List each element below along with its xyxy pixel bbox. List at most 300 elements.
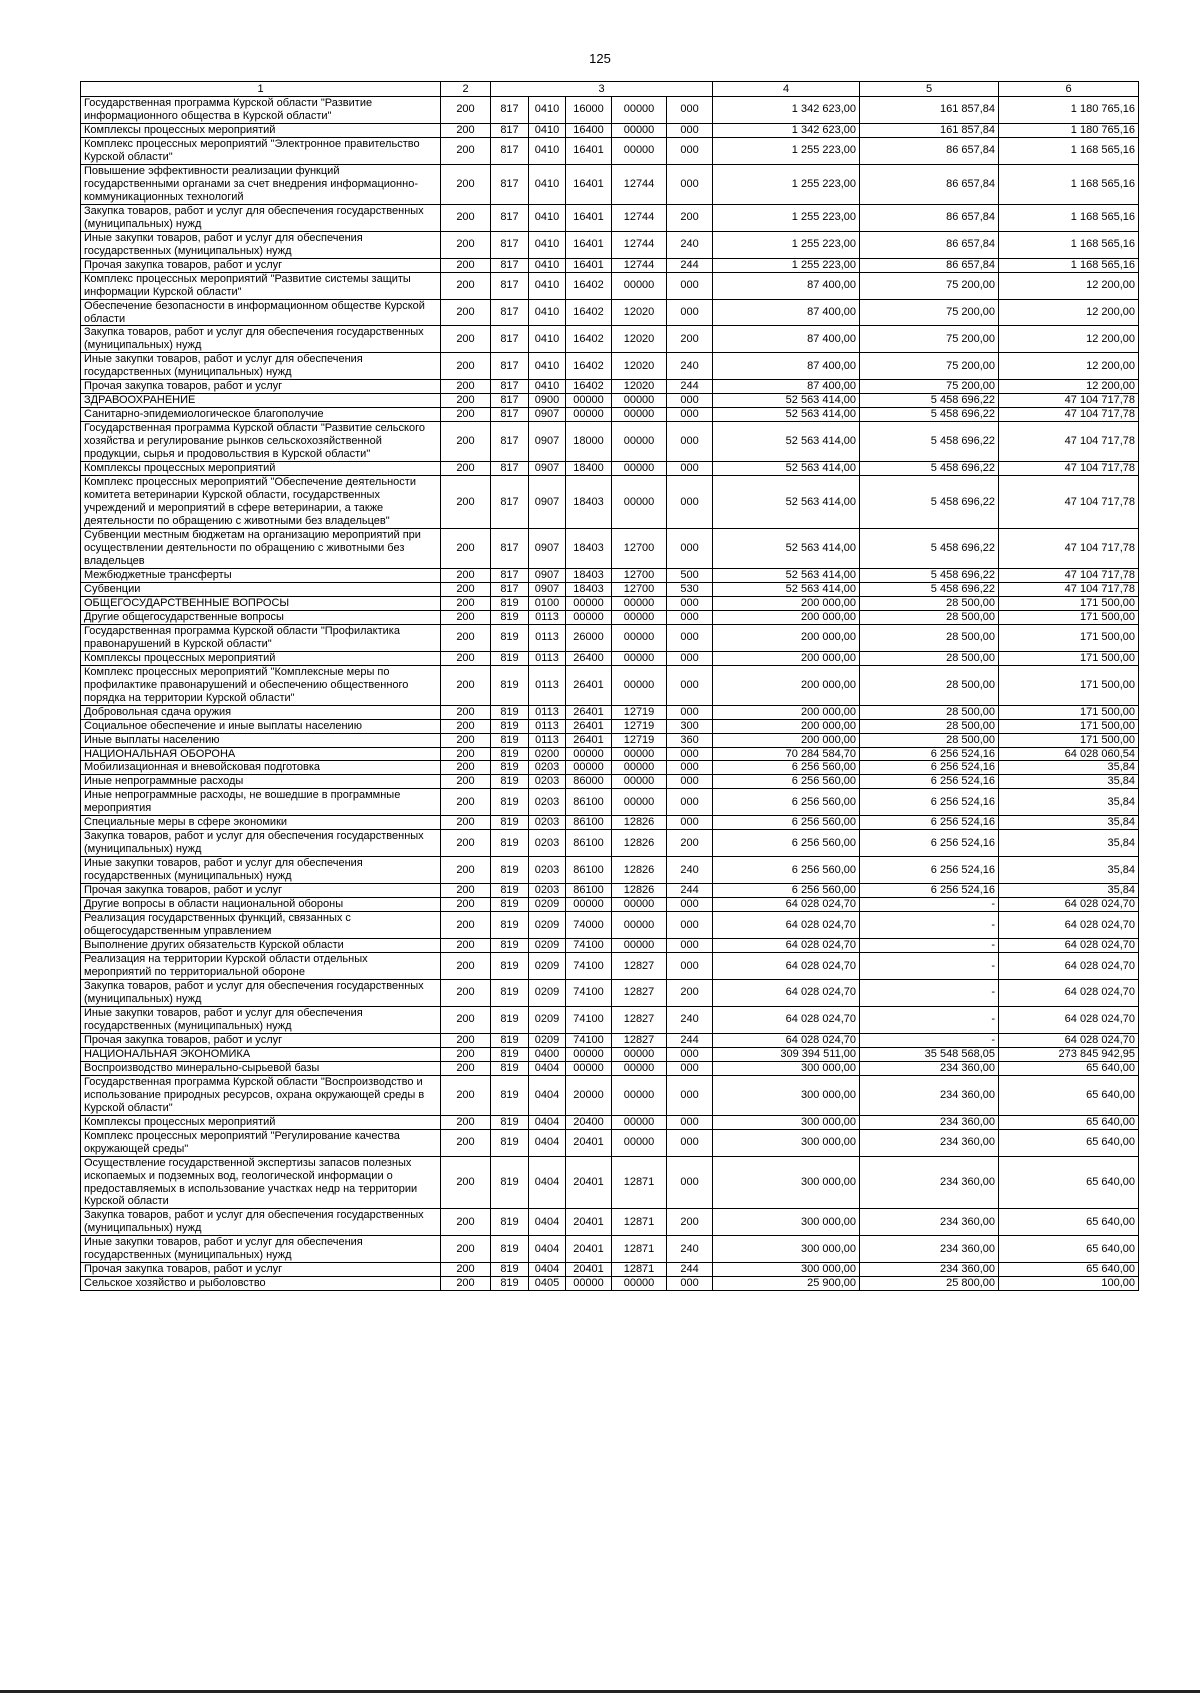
program-code: 20000 xyxy=(566,1075,612,1115)
table-row xyxy=(81,789,1139,816)
table-row xyxy=(81,123,1139,137)
ved-code: 817 xyxy=(491,97,529,124)
table-row xyxy=(81,719,1139,733)
ved-code: 819 xyxy=(491,1236,529,1263)
table-row xyxy=(81,733,1139,747)
section-code: 0410 xyxy=(529,353,566,380)
ved-code: 817 xyxy=(491,258,529,272)
ved-code: 819 xyxy=(491,939,529,953)
approved-amount: 300 000,00 xyxy=(713,1156,860,1209)
ved-code: 817 xyxy=(491,408,529,422)
section-code: 0209 xyxy=(529,912,566,939)
row-name: Комплексы процессных мероприятий xyxy=(81,123,441,137)
approved-amount: 70 284 584,70 xyxy=(713,747,860,761)
section-code: 0203 xyxy=(529,884,566,898)
section-code: 0113 xyxy=(529,610,566,624)
approved-amount: 200 000,00 xyxy=(713,705,860,719)
remaining-amount: 65 640,00 xyxy=(999,1129,1139,1156)
approved-amount: 52 563 414,00 xyxy=(713,408,860,422)
ved-code: 817 xyxy=(491,353,529,380)
grbs-code: 200 xyxy=(441,1236,491,1263)
executed-amount: 28 500,00 xyxy=(860,733,999,747)
expense-type-code: 000 xyxy=(667,299,713,326)
grbs-code: 200 xyxy=(441,898,491,912)
row-name: Комплексы процессных мероприятий xyxy=(81,462,441,476)
row-name: Комплекс процессных мероприятий "Развитие системы защиты информации Курской области" xyxy=(81,272,441,299)
section-code: 0209 xyxy=(529,953,566,980)
program-code: 74100 xyxy=(566,1006,612,1033)
ved-code: 819 xyxy=(491,816,529,830)
table-row xyxy=(81,610,1139,624)
program-code: 00000 xyxy=(566,596,612,610)
ved-code: 819 xyxy=(491,719,529,733)
expense-type-code: 000 xyxy=(667,761,713,775)
remaining-amount: 47 104 717,78 xyxy=(999,422,1139,462)
remaining-amount: 273 845 942,95 xyxy=(999,1047,1139,1061)
direction-code: 00000 xyxy=(612,651,667,665)
row-name: Иные непрограммные расходы, не вошедшие в программные мероприятия xyxy=(81,789,441,816)
approved-amount: 300 000,00 xyxy=(713,1209,860,1236)
grbs-code: 200 xyxy=(441,1129,491,1156)
remaining-amount: 171 500,00 xyxy=(999,610,1139,624)
remaining-amount: 12 200,00 xyxy=(999,353,1139,380)
ved-code: 817 xyxy=(491,582,529,596)
section-code: 0100 xyxy=(529,596,566,610)
direction-code: 12700 xyxy=(612,582,667,596)
program-code: 26401 xyxy=(566,719,612,733)
executed-amount: 28 500,00 xyxy=(860,705,999,719)
expense-type-code: 000 xyxy=(667,529,713,569)
header-col-1: 1 xyxy=(81,82,441,97)
direction-code: 12871 xyxy=(612,1209,667,1236)
section-code: 0405 xyxy=(529,1277,566,1291)
direction-code: 12020 xyxy=(612,353,667,380)
row-name: НАЦИОНАЛЬНАЯ ЭКОНОМИКА xyxy=(81,1047,441,1061)
table-row xyxy=(81,979,1139,1006)
section-code: 0113 xyxy=(529,705,566,719)
direction-code: 12719 xyxy=(612,719,667,733)
direction-code: 00000 xyxy=(612,596,667,610)
approved-amount: 64 028 024,70 xyxy=(713,979,860,1006)
section-code: 0113 xyxy=(529,651,566,665)
grbs-code: 200 xyxy=(441,462,491,476)
row-name: Социальное обеспечение и иные выплаты населению xyxy=(81,719,441,733)
section-code: 0113 xyxy=(529,719,566,733)
grbs-code: 200 xyxy=(441,857,491,884)
remaining-amount: 171 500,00 xyxy=(999,596,1139,610)
ved-code: 819 xyxy=(491,1061,529,1075)
program-code: 16402 xyxy=(566,326,612,353)
program-code: 16402 xyxy=(566,299,612,326)
section-code: 0209 xyxy=(529,979,566,1006)
grbs-code: 200 xyxy=(441,761,491,775)
direction-code: 12827 xyxy=(612,979,667,1006)
executed-amount: 75 200,00 xyxy=(860,299,999,326)
program-code: 18000 xyxy=(566,422,612,462)
section-code: 0203 xyxy=(529,857,566,884)
direction-code: 00000 xyxy=(612,775,667,789)
executed-amount: 75 200,00 xyxy=(860,272,999,299)
table-row xyxy=(81,939,1139,953)
grbs-code: 200 xyxy=(441,1156,491,1209)
row-name: Государственная программа Курской области "Профилактика правонарушений в Курской области" xyxy=(81,624,441,651)
expense-type-code: 000 xyxy=(667,164,713,204)
approved-amount: 300 000,00 xyxy=(713,1236,860,1263)
section-code: 0410 xyxy=(529,272,566,299)
approved-amount: 64 028 024,70 xyxy=(713,1006,860,1033)
table-row xyxy=(81,775,1139,789)
direction-code: 00000 xyxy=(612,408,667,422)
approved-amount: 6 256 560,00 xyxy=(713,830,860,857)
grbs-code: 200 xyxy=(441,299,491,326)
approved-amount: 52 563 414,00 xyxy=(713,582,860,596)
program-code: 00000 xyxy=(566,394,612,408)
ved-code: 819 xyxy=(491,912,529,939)
direction-code: 12826 xyxy=(612,857,667,884)
executed-amount: 234 360,00 xyxy=(860,1075,999,1115)
executed-amount: 5 458 696,22 xyxy=(860,462,999,476)
expense-type-code: 200 xyxy=(667,979,713,1006)
ved-code: 819 xyxy=(491,979,529,1006)
row-name: Прочая закупка товаров, работ и услуг xyxy=(81,1033,441,1047)
expense-type-code: 240 xyxy=(667,231,713,258)
row-name: Государственная программа Курской области "Воспроизводство и использование природных ресурсов, охрана окружающей среды в Курской области" xyxy=(81,1075,441,1115)
row-name: Санитарно-эпидемиологическое благополучие xyxy=(81,408,441,422)
program-code: 20401 xyxy=(566,1263,612,1277)
approved-amount: 1 255 223,00 xyxy=(713,204,860,231)
direction-code: 00000 xyxy=(612,137,667,164)
direction-code: 00000 xyxy=(612,476,667,529)
remaining-amount: 1 168 565,16 xyxy=(999,164,1139,204)
direction-code: 12827 xyxy=(612,953,667,980)
table-row xyxy=(81,1047,1139,1061)
ved-code: 819 xyxy=(491,789,529,816)
table-row xyxy=(81,137,1139,164)
expense-type-code: 000 xyxy=(667,816,713,830)
executed-amount: - xyxy=(860,939,999,953)
table-row xyxy=(81,582,1139,596)
ved-code: 817 xyxy=(491,476,529,529)
table-row xyxy=(81,462,1139,476)
row-name: Комплекс процессных мероприятий "Обеспечение деятельности комитета ветеринарии Курской области, государственных учреждений и мероприятий в сфере ветеринарии, а также деятельности по обращению с животными без владельцев" xyxy=(81,476,441,529)
direction-code: 00000 xyxy=(612,747,667,761)
direction-code: 00000 xyxy=(612,97,667,124)
ved-code: 817 xyxy=(491,164,529,204)
approved-amount: 300 000,00 xyxy=(713,1061,860,1075)
expense-type-code: 244 xyxy=(667,1033,713,1047)
remaining-amount: 35,84 xyxy=(999,830,1139,857)
remaining-amount: 171 500,00 xyxy=(999,624,1139,651)
executed-amount: 234 360,00 xyxy=(860,1263,999,1277)
row-name: Обеспечение безопасности в информационном обществе Курской области xyxy=(81,299,441,326)
table-row xyxy=(81,665,1139,705)
executed-amount: 234 360,00 xyxy=(860,1115,999,1129)
program-code: 16401 xyxy=(566,258,612,272)
approved-amount: 6 256 560,00 xyxy=(713,857,860,884)
approved-amount: 300 000,00 xyxy=(713,1129,860,1156)
direction-code: 00000 xyxy=(612,665,667,705)
header-col-5: 5 xyxy=(860,82,999,97)
expense-type-code: 240 xyxy=(667,857,713,884)
program-code: 18400 xyxy=(566,462,612,476)
direction-code: 00000 xyxy=(612,761,667,775)
expense-type-code: 244 xyxy=(667,380,713,394)
expense-type-code: 000 xyxy=(667,137,713,164)
approved-amount: 52 563 414,00 xyxy=(713,476,860,529)
remaining-amount: 12 200,00 xyxy=(999,272,1139,299)
approved-amount: 300 000,00 xyxy=(713,1263,860,1277)
row-name: Закупка товаров, работ и услуг для обеспечения государственных (муниципальных) нужд xyxy=(81,1209,441,1236)
ved-code: 819 xyxy=(491,884,529,898)
row-name: Субвенции местным бюджетам на организацию мероприятий при осуществлении деятельности по обращению с животными без владельцев xyxy=(81,529,441,569)
remaining-amount: 35,84 xyxy=(999,789,1139,816)
direction-code: 12871 xyxy=(612,1263,667,1277)
ved-code: 819 xyxy=(491,898,529,912)
row-name: Межбюджетные трансферты xyxy=(81,568,441,582)
expense-type-code: 000 xyxy=(667,462,713,476)
grbs-code: 200 xyxy=(441,231,491,258)
executed-amount: - xyxy=(860,912,999,939)
remaining-amount: 47 104 717,78 xyxy=(999,582,1139,596)
remaining-amount: 47 104 717,78 xyxy=(999,476,1139,529)
executed-amount: 6 256 524,16 xyxy=(860,884,999,898)
grbs-code: 200 xyxy=(441,651,491,665)
section-code: 0410 xyxy=(529,258,566,272)
section-code: 0410 xyxy=(529,137,566,164)
expense-type-code: 000 xyxy=(667,912,713,939)
program-code: 18403 xyxy=(566,529,612,569)
remaining-amount: 64 028 024,70 xyxy=(999,1033,1139,1047)
executed-amount: 5 458 696,22 xyxy=(860,394,999,408)
table-row xyxy=(81,299,1139,326)
table-row xyxy=(81,1263,1139,1277)
ved-code: 817 xyxy=(491,380,529,394)
remaining-amount: 171 500,00 xyxy=(999,651,1139,665)
program-code: 20400 xyxy=(566,1115,612,1129)
program-code: 86100 xyxy=(566,857,612,884)
direction-code: 00000 xyxy=(612,1047,667,1061)
ved-code: 819 xyxy=(491,610,529,624)
executed-amount: 161 857,84 xyxy=(860,97,999,124)
row-name: Комплексы процессных мероприятий xyxy=(81,1115,441,1129)
executed-amount: 28 500,00 xyxy=(860,651,999,665)
executed-amount: 6 256 524,16 xyxy=(860,830,999,857)
ved-code: 817 xyxy=(491,299,529,326)
table-row xyxy=(81,529,1139,569)
scan-edge-line xyxy=(0,1690,1200,1693)
row-name: Закупка товаров, работ и услуг для обеспечения государственных (муниципальных) нужд xyxy=(81,204,441,231)
approved-amount: 200 000,00 xyxy=(713,596,860,610)
approved-amount: 200 000,00 xyxy=(713,719,860,733)
ved-code: 819 xyxy=(491,624,529,651)
expense-type-code: 200 xyxy=(667,326,713,353)
program-code: 74100 xyxy=(566,1033,612,1047)
ved-code: 817 xyxy=(491,326,529,353)
program-code: 00000 xyxy=(566,747,612,761)
program-code: 18403 xyxy=(566,568,612,582)
row-name: Мобилизационная и вневойсковая подготовка xyxy=(81,761,441,775)
program-code: 16401 xyxy=(566,137,612,164)
row-name: Закупка товаров, работ и услуг для обеспечения государственных (муниципальных) нужд xyxy=(81,830,441,857)
executed-amount: 234 360,00 xyxy=(860,1156,999,1209)
row-name: Иные закупки товаров, работ и услуг для обеспечения государственных (муниципальных) нужд xyxy=(81,1006,441,1033)
remaining-amount: 1 168 565,16 xyxy=(999,137,1139,164)
approved-amount: 6 256 560,00 xyxy=(713,761,860,775)
row-name: Воспроизводство минерально-сырьевой базы xyxy=(81,1061,441,1075)
direction-code: 12020 xyxy=(612,380,667,394)
program-code: 16401 xyxy=(566,204,612,231)
program-code: 86100 xyxy=(566,816,612,830)
direction-code: 12719 xyxy=(612,733,667,747)
remaining-amount: 1 168 565,16 xyxy=(999,258,1139,272)
executed-amount: - xyxy=(860,1033,999,1047)
executed-amount: 28 500,00 xyxy=(860,610,999,624)
executed-amount: 86 657,84 xyxy=(860,137,999,164)
expense-type-code: 000 xyxy=(667,651,713,665)
ved-code: 819 xyxy=(491,1209,529,1236)
row-name: Специальные меры в сфере экономики xyxy=(81,816,441,830)
approved-amount: 87 400,00 xyxy=(713,380,860,394)
grbs-code: 200 xyxy=(441,624,491,651)
program-code: 74100 xyxy=(566,939,612,953)
expense-type-code: 244 xyxy=(667,258,713,272)
direction-code: 00000 xyxy=(612,394,667,408)
program-code: 00000 xyxy=(566,1047,612,1061)
ved-code: 819 xyxy=(491,761,529,775)
expense-type-code: 000 xyxy=(667,665,713,705)
remaining-amount: 171 500,00 xyxy=(999,705,1139,719)
approved-amount: 64 028 024,70 xyxy=(713,912,860,939)
grbs-code: 200 xyxy=(441,1277,491,1291)
direction-code: 00000 xyxy=(612,1075,667,1115)
remaining-amount: 1 180 765,16 xyxy=(999,123,1139,137)
table-row xyxy=(81,380,1139,394)
remaining-amount: 64 028 024,70 xyxy=(999,979,1139,1006)
ved-code: 819 xyxy=(491,830,529,857)
remaining-amount: 47 104 717,78 xyxy=(999,394,1139,408)
ved-code: 817 xyxy=(491,568,529,582)
remaining-amount: 12 200,00 xyxy=(999,380,1139,394)
remaining-amount: 64 028 024,70 xyxy=(999,939,1139,953)
grbs-code: 200 xyxy=(441,1006,491,1033)
row-name: Субвенции xyxy=(81,582,441,596)
section-code: 0410 xyxy=(529,299,566,326)
program-code: 86100 xyxy=(566,789,612,816)
grbs-code: 200 xyxy=(441,1115,491,1129)
approved-amount: 64 028 024,70 xyxy=(713,1033,860,1047)
approved-amount: 64 028 024,70 xyxy=(713,953,860,980)
section-code: 0400 xyxy=(529,1047,566,1061)
executed-amount: 25 800,00 xyxy=(860,1277,999,1291)
executed-amount: - xyxy=(860,953,999,980)
executed-amount: 6 256 524,16 xyxy=(860,816,999,830)
program-code: 00000 xyxy=(566,1277,612,1291)
section-code: 0203 xyxy=(529,816,566,830)
direction-code: 12700 xyxy=(612,529,667,569)
row-name: Иные закупки товаров, работ и услуг для обеспечения государственных (муниципальных) нужд xyxy=(81,857,441,884)
executed-amount: 86 657,84 xyxy=(860,204,999,231)
expense-type-code: 000 xyxy=(667,596,713,610)
section-code: 0113 xyxy=(529,665,566,705)
approved-amount: 52 563 414,00 xyxy=(713,529,860,569)
grbs-code: 200 xyxy=(441,272,491,299)
table-row xyxy=(81,1033,1139,1047)
grbs-code: 200 xyxy=(441,1061,491,1075)
grbs-code: 200 xyxy=(441,705,491,719)
approved-amount: 6 256 560,00 xyxy=(713,789,860,816)
direction-code: 12020 xyxy=(612,299,667,326)
approved-amount: 1 255 223,00 xyxy=(713,258,860,272)
direction-code: 00000 xyxy=(612,624,667,651)
expense-type-code: 500 xyxy=(667,568,713,582)
direction-code: 00000 xyxy=(612,1061,667,1075)
direction-code: 00000 xyxy=(612,272,667,299)
row-name: НАЦИОНАЛЬНАЯ ОБОРОНА xyxy=(81,747,441,761)
row-name: Прочая закупка товаров, работ и услуг xyxy=(81,884,441,898)
executed-amount: 28 500,00 xyxy=(860,665,999,705)
remaining-amount: 1 168 565,16 xyxy=(999,204,1139,231)
section-code: 0907 xyxy=(529,422,566,462)
grbs-code: 200 xyxy=(441,747,491,761)
grbs-code: 200 xyxy=(441,979,491,1006)
program-code: 16401 xyxy=(566,231,612,258)
program-code: 20401 xyxy=(566,1236,612,1263)
budget-table xyxy=(80,81,1139,1291)
expense-type-code: 000 xyxy=(667,394,713,408)
grbs-code: 200 xyxy=(441,610,491,624)
expense-type-code: 000 xyxy=(667,1129,713,1156)
table-row xyxy=(81,857,1139,884)
ved-code: 819 xyxy=(491,596,529,610)
program-code: 18403 xyxy=(566,476,612,529)
program-code: 00000 xyxy=(566,1061,612,1075)
program-code: 26401 xyxy=(566,665,612,705)
expense-type-code: 244 xyxy=(667,1263,713,1277)
remaining-amount: 35,84 xyxy=(999,816,1139,830)
approved-amount: 1 255 223,00 xyxy=(713,231,860,258)
executed-amount: 28 500,00 xyxy=(860,624,999,651)
row-name: Повышение эффективности реализации функций государственными органами за счет внедрения информационно-коммуникационных технологий xyxy=(81,164,441,204)
approved-amount: 200 000,00 xyxy=(713,624,860,651)
direction-code: 12827 xyxy=(612,1033,667,1047)
table-row xyxy=(81,231,1139,258)
ved-code: 819 xyxy=(491,953,529,980)
row-name: Комплекс процессных мероприятий "Электронное правительство Курской области" xyxy=(81,137,441,164)
grbs-code: 200 xyxy=(441,719,491,733)
table-row xyxy=(81,1277,1139,1291)
section-code: 0203 xyxy=(529,761,566,775)
row-name: Реализация на территории Курской области отдельных мероприятий по территориальной обороне xyxy=(81,953,441,980)
expense-type-code: 000 xyxy=(667,97,713,124)
table-row xyxy=(81,353,1139,380)
row-name: Выполнение других обязательств Курской области xyxy=(81,939,441,953)
direction-code: 12744 xyxy=(612,258,667,272)
program-code: 00000 xyxy=(566,408,612,422)
grbs-code: 200 xyxy=(441,1033,491,1047)
header-col-6: 6 xyxy=(999,82,1139,97)
table-row xyxy=(81,476,1139,529)
table-row xyxy=(81,394,1139,408)
grbs-code: 200 xyxy=(441,1047,491,1061)
remaining-amount: 64 028 024,70 xyxy=(999,912,1139,939)
direction-code: 00000 xyxy=(612,939,667,953)
remaining-amount: 12 200,00 xyxy=(999,299,1139,326)
executed-amount: - xyxy=(860,1006,999,1033)
approved-amount: 25 900,00 xyxy=(713,1277,860,1291)
grbs-code: 200 xyxy=(441,123,491,137)
executed-amount: 28 500,00 xyxy=(860,596,999,610)
ved-code: 817 xyxy=(491,529,529,569)
